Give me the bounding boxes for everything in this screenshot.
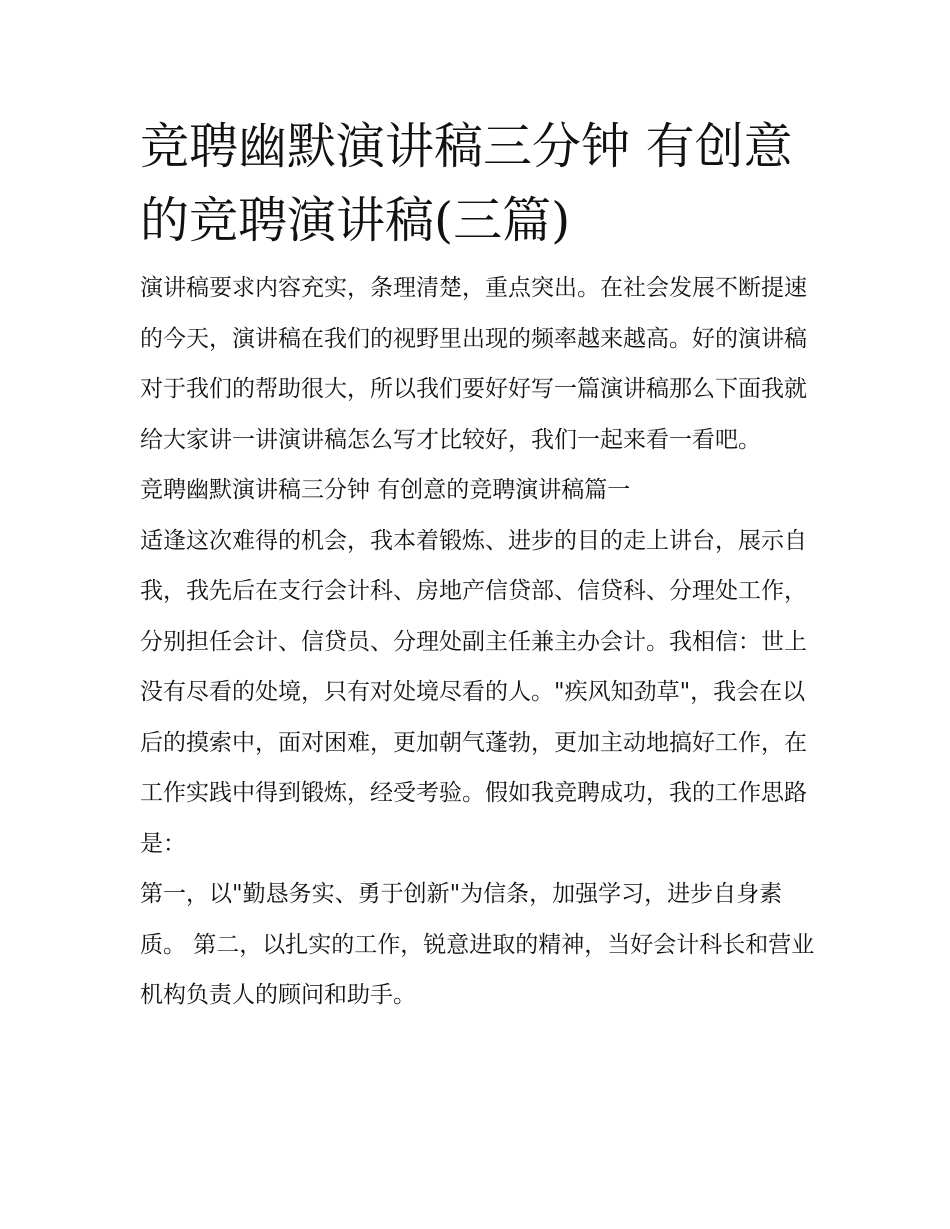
body-paragraph: 适逢这次难得的机会，我本着锻炼、进步的目的走上讲台，展示自我，我先后在支行会计科、房地产信贷部、信贷科、分理处工作，分别担任会计、信贷员、分理处副主任兼主办会计。我相信：世上没有尽看的处境，只有对处境尽看的人。"疾风知劲草"，我会在以后的摸索中，面对困难，更加朝气蓬勃，更加主动地搞好工作，在工作实践中得到锻炼，经受考验。假如我竞聘成功，我的工作思路是： (140, 527, 807, 857)
intro-paragraph: 演讲稿要求内容充实，条理清楚，重点突出。在社会发展不断提速的今天，演讲稿在我们的视野里出现的频率越来越高。好的演讲稿对于我们的帮助很大，所以我们要好好写一篇演讲稿那么下面我就给大家讲一讲演讲稿怎么写才比较好，我们一起来看一看吧。 (140, 275, 807, 453)
section-heading: 竞聘幽默演讲稿三分钟 有创意的竞聘演讲稿篇一 (140, 477, 631, 503)
body-paragraph: 第一，以"勤恳务实、勇于创新"为信条，加强学习，进步自身素质。 第二，以扎实的工作，锐意进取的精神，当好会计科长和营业机构负责人的顾问和助手。 (140, 881, 815, 1008)
document-title: 竞聘幽默演讲稿三分钟 有创意的竞聘演讲稿(三篇) (140, 118, 793, 249)
document-page (140, 110, 820, 1021)
